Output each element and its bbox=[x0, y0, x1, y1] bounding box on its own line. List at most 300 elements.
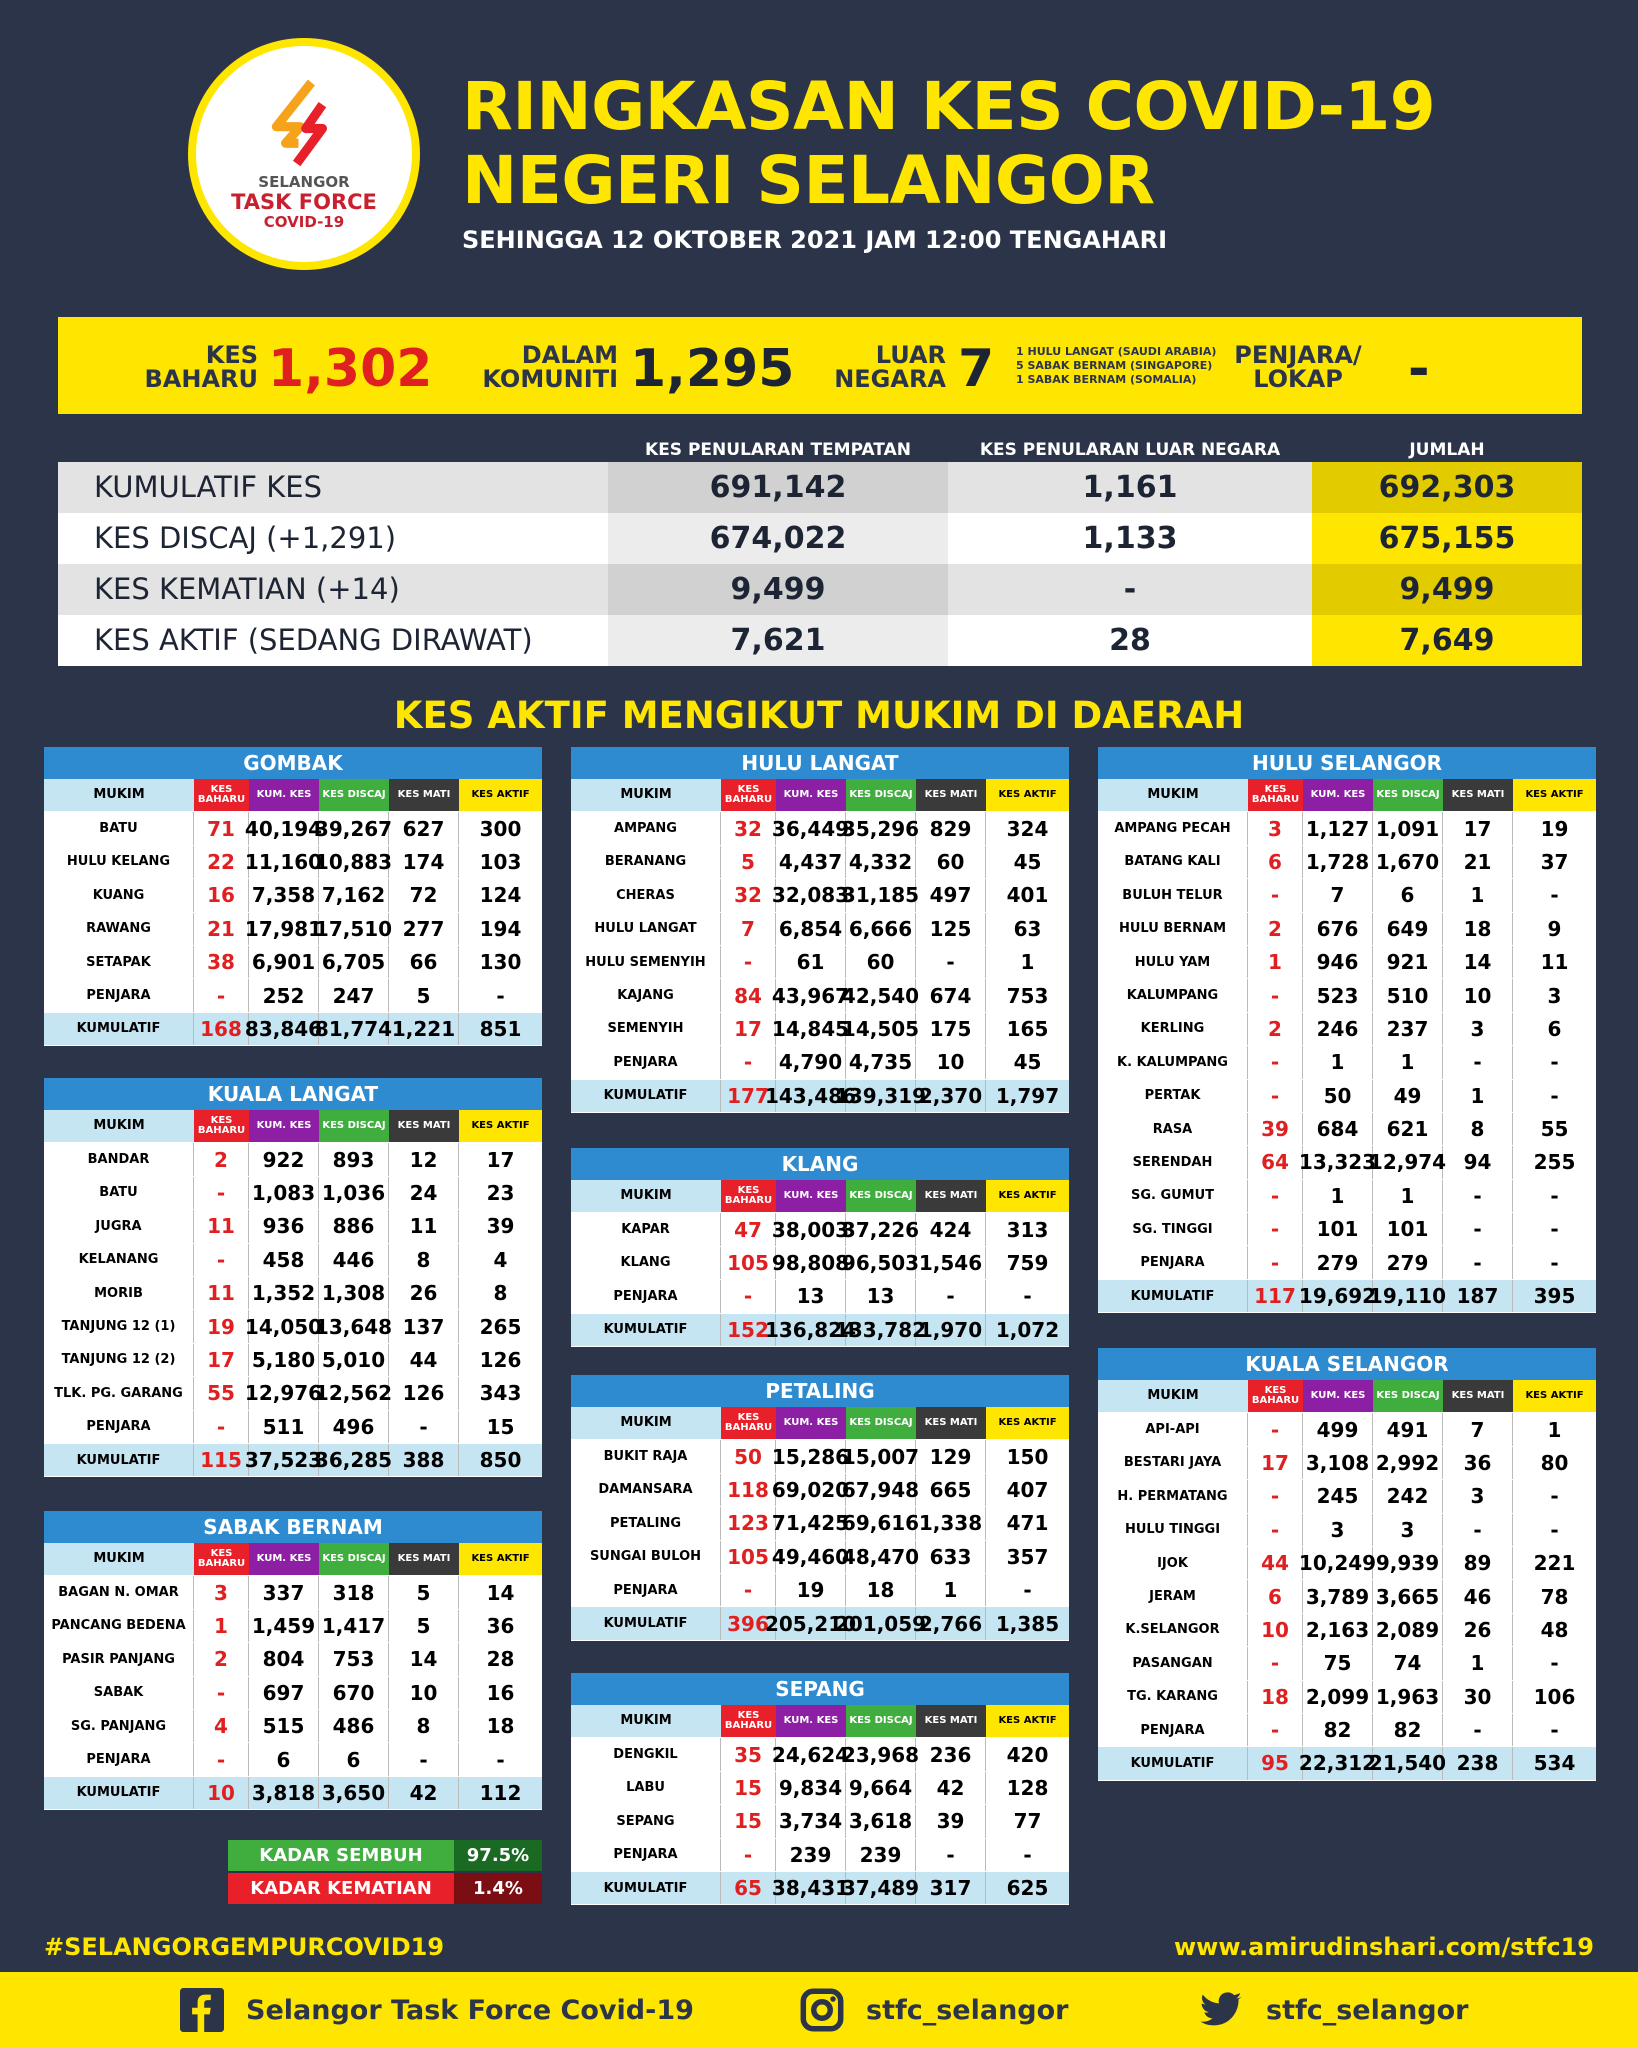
cell-kum: 1,728 bbox=[1303, 846, 1373, 878]
cell-kum: 7 bbox=[1303, 879, 1373, 911]
total-cell-aktif: 534 bbox=[1533, 1751, 1576, 1776]
cell-discaj: 496 bbox=[319, 1411, 389, 1443]
cell-discaj: 4,735 bbox=[846, 1046, 916, 1078]
cell-mukim: PENJARA bbox=[1098, 1246, 1248, 1278]
page-title bbox=[462, 70, 1435, 218]
cell-kum: 6,901 bbox=[249, 946, 319, 978]
cell-baharu: - bbox=[1248, 1647, 1303, 1679]
cell-discaj: 1,670 bbox=[1373, 846, 1443, 878]
col-tempatan-header: KES PENULARAN TEMPATAN bbox=[645, 440, 911, 460]
header-discaj: KES DISCAJ bbox=[319, 1110, 389, 1142]
table-row bbox=[1098, 1480, 1596, 1513]
district-table-hulu-selangor bbox=[1098, 747, 1596, 1313]
table-header bbox=[44, 1110, 542, 1143]
cell-baharu: 15 bbox=[721, 1805, 776, 1837]
header-aktif: KES AKTIF bbox=[986, 779, 1069, 811]
total-cell-kum: 83,846 bbox=[249, 1013, 319, 1045]
cell-aktif: 36 bbox=[486, 1613, 515, 1638]
cell-discaj: 6 bbox=[1373, 879, 1443, 911]
cell-mati: - bbox=[916, 946, 986, 978]
cell-aktif: 8 bbox=[493, 1281, 508, 1306]
table-total-row bbox=[44, 1013, 542, 1046]
table-row bbox=[1098, 1113, 1596, 1146]
cell-mati: 21 bbox=[1443, 846, 1513, 878]
cell-kum: 24,624 bbox=[776, 1738, 846, 1770]
cell-aktif: 128 bbox=[1006, 1775, 1049, 1800]
cell-aktif: 759 bbox=[1006, 1250, 1049, 1275]
table-row bbox=[44, 1177, 542, 1210]
cell-aktif: 48 bbox=[1540, 1617, 1569, 1642]
title-line-1: RINGKASAN KES COVID-19 bbox=[462, 68, 1436, 145]
cell-mukim: HULU BERNAM bbox=[1098, 913, 1248, 945]
table-row bbox=[1098, 946, 1596, 979]
cell-kum: 1,083 bbox=[249, 1177, 319, 1209]
cell-mati: 633 bbox=[916, 1541, 986, 1573]
cell-discaj: 18 bbox=[846, 1574, 916, 1606]
cell-aktif: 130 bbox=[479, 950, 522, 975]
cell-aktif: - bbox=[1550, 1718, 1559, 1743]
cell-mati: 10 bbox=[1443, 979, 1513, 1011]
table-row bbox=[571, 1474, 1069, 1507]
total-cell-baharu: 177 bbox=[721, 1080, 776, 1112]
section-title: KES AKTIF MENGIKUT MUKIM DI DAERAH bbox=[393, 694, 1245, 737]
cell-mati: 497 bbox=[916, 879, 986, 911]
cell-discaj: 239 bbox=[846, 1839, 916, 1871]
cell-aktif: 194 bbox=[479, 916, 522, 941]
cell-aktif: 16 bbox=[486, 1680, 515, 1705]
header-mati: KES MATI bbox=[916, 1705, 986, 1737]
cell-mukim: AMPANG bbox=[571, 812, 721, 844]
cell-kum: 1 bbox=[1303, 1046, 1373, 1078]
cell-mukim: HULU YAM bbox=[1098, 946, 1248, 978]
header-mukim: MUKIM bbox=[571, 1705, 721, 1737]
table-total-row bbox=[44, 1777, 542, 1810]
cell-discaj: 9,664 bbox=[846, 1772, 916, 1804]
header-aktif: KES AKTIF bbox=[986, 1407, 1069, 1439]
luar-negara-label bbox=[788, 343, 946, 391]
header-baharu: KES BAHARU bbox=[721, 1705, 776, 1737]
komuniti-label-2: KOMUNITI bbox=[482, 365, 618, 393]
summary-jumlah: 9,499 bbox=[1312, 564, 1582, 615]
cell-mati: 665 bbox=[916, 1474, 986, 1506]
cell-mati: - bbox=[1443, 1213, 1513, 1245]
cell-mati: - bbox=[389, 1411, 459, 1443]
summary-tempatan: 9,499 bbox=[608, 564, 948, 615]
rates-box bbox=[228, 1840, 542, 1906]
cell-baharu: 35 bbox=[721, 1738, 776, 1770]
cell-mukim: PASANGAN bbox=[1098, 1647, 1248, 1679]
cell-discaj: 23,968 bbox=[846, 1738, 916, 1770]
cell-mukim: SERENDAH bbox=[1098, 1146, 1248, 1178]
date-subtitle: SEHINGGA 12 OKTOBER 2021 JAM 12:00 TENGAHARI bbox=[462, 226, 1167, 254]
table-row bbox=[1098, 1714, 1596, 1747]
total-cell-baharu: 10 bbox=[194, 1777, 249, 1809]
table-total-row bbox=[1098, 1747, 1596, 1780]
total-cell-baharu: 65 bbox=[721, 1872, 776, 1904]
cell-mati: 26 bbox=[1443, 1614, 1513, 1646]
cell-baharu: - bbox=[1248, 1213, 1303, 1245]
total-cell-kum: 38,431 bbox=[776, 1872, 846, 1904]
cell-mati: 5 bbox=[389, 1576, 459, 1608]
cell-kum: 75 bbox=[1303, 1647, 1373, 1679]
table-row bbox=[571, 946, 1069, 979]
facebook-handle: Selangor Task Force Covid-19 bbox=[246, 1994, 694, 2026]
cell-baharu: 2 bbox=[1248, 913, 1303, 945]
cell-baharu: 44 bbox=[1248, 1547, 1303, 1579]
cell-aktif: 14 bbox=[486, 1580, 515, 1605]
table-row bbox=[571, 913, 1069, 946]
cell-aktif: 45 bbox=[1013, 849, 1042, 874]
table-row bbox=[1098, 1647, 1596, 1680]
district-title: HULU LANGAT bbox=[571, 747, 1069, 779]
cell-kum: 10,249 bbox=[1303, 1547, 1373, 1579]
cell-mukim: HULU SEMENYIH bbox=[571, 946, 721, 978]
total-cell-baharu: 115 bbox=[194, 1444, 249, 1476]
penjara-label bbox=[1198, 343, 1398, 391]
cell-aktif: 300 bbox=[479, 816, 522, 841]
cell-mati: 7 bbox=[1443, 1413, 1513, 1445]
cell-mukim: DENGKIL bbox=[571, 1738, 721, 1770]
cell-aktif: 6 bbox=[1547, 1016, 1562, 1041]
table-row bbox=[1098, 1447, 1596, 1480]
cell-discaj: 101 bbox=[1373, 1213, 1443, 1245]
cell-aktif: 471 bbox=[1006, 1511, 1049, 1536]
kes-baharu-label-2: BAHARU bbox=[144, 365, 258, 393]
cell-discaj: 486 bbox=[319, 1710, 389, 1742]
cell-mukim: PERTAK bbox=[1098, 1080, 1248, 1112]
cell-mati: 126 bbox=[389, 1377, 459, 1409]
cell-aktif: - bbox=[1550, 883, 1559, 908]
cell-aktif: - bbox=[1023, 1284, 1032, 1309]
luar-label-1: LUAR bbox=[875, 341, 946, 369]
cell-baharu: 50 bbox=[721, 1440, 776, 1472]
header-mati: KES MATI bbox=[1443, 779, 1513, 811]
cell-baharu: - bbox=[1248, 1180, 1303, 1212]
cell-mati: 174 bbox=[389, 846, 459, 878]
table-row bbox=[44, 1710, 542, 1743]
cell-kum: 14,845 bbox=[776, 1013, 846, 1045]
cell-discaj: 621 bbox=[1373, 1113, 1443, 1145]
luar-note-2: 5 SABAK BERNAM (SINGAPORE) bbox=[1016, 359, 1213, 372]
cell-discaj: 67,948 bbox=[846, 1474, 916, 1506]
summary-luar: - bbox=[948, 564, 1312, 615]
header-mati: KES MATI bbox=[389, 779, 459, 811]
table-row bbox=[44, 1344, 542, 1377]
cell-kum: 804 bbox=[249, 1643, 319, 1675]
cell-discaj: 48,470 bbox=[846, 1541, 916, 1573]
header-discaj: KES DISCAJ bbox=[846, 779, 916, 811]
penjara-label-1: PENJARA/ bbox=[1234, 341, 1362, 369]
total-cell-discaj: 37,489 bbox=[846, 1872, 916, 1904]
header-baharu: KES BAHARU bbox=[1248, 1380, 1303, 1412]
table-row bbox=[44, 1277, 542, 1310]
cell-kum: 19 bbox=[776, 1574, 846, 1606]
summary-row-label: KUMULATIF KES bbox=[58, 462, 608, 513]
cell-aktif: 1 bbox=[1020, 950, 1035, 975]
header-kum: KUM. KES bbox=[1303, 779, 1373, 811]
district-table-petaling bbox=[571, 1375, 1069, 1641]
total-cell-mukim: KUMULATIF bbox=[44, 1444, 194, 1476]
cell-baharu: 18 bbox=[1248, 1681, 1303, 1713]
cell-mati: - bbox=[389, 1743, 459, 1775]
penjara-value: - bbox=[1408, 339, 1430, 399]
cell-kum: 4,790 bbox=[776, 1046, 846, 1078]
cell-baharu: 3 bbox=[194, 1576, 249, 1608]
header-mukim: MUKIM bbox=[571, 1407, 721, 1439]
cell-kum: 14,050 bbox=[249, 1310, 319, 1342]
cell-baharu: 10 bbox=[1248, 1614, 1303, 1646]
total-cell-discaj: 81,774 bbox=[319, 1013, 389, 1045]
cell-kum: 40,194 bbox=[249, 812, 319, 844]
cell-baharu: 55 bbox=[194, 1377, 249, 1409]
header-aktif: KES AKTIF bbox=[986, 1705, 1069, 1737]
highlight-bar bbox=[58, 317, 1582, 414]
cell-kum: 946 bbox=[1303, 946, 1373, 978]
cell-mati: 12 bbox=[389, 1143, 459, 1175]
cell-mati: 18 bbox=[1443, 913, 1513, 945]
cell-mati: - bbox=[1443, 1714, 1513, 1746]
district-table-kuala-selangor bbox=[1098, 1348, 1596, 1781]
cell-mukim: BATU bbox=[44, 1177, 194, 1209]
header-baharu: KES BAHARU bbox=[721, 779, 776, 811]
cell-discaj: 1,091 bbox=[1373, 812, 1443, 844]
cell-discaj: 37,226 bbox=[846, 1213, 916, 1245]
cell-aktif: 407 bbox=[1006, 1477, 1049, 1502]
cell-kum: 50 bbox=[1303, 1080, 1373, 1112]
cell-mati: 3 bbox=[1443, 1480, 1513, 1512]
cell-baharu: 11 bbox=[194, 1210, 249, 1242]
cell-baharu: 38 bbox=[194, 946, 249, 978]
cell-kum: 43,967 bbox=[776, 979, 846, 1011]
kadar-kematian-value: 1.4% bbox=[454, 1873, 542, 1904]
table-row bbox=[571, 1507, 1069, 1540]
table-row bbox=[1098, 879, 1596, 912]
table-total-row bbox=[44, 1444, 542, 1477]
header-kum: KUM. KES bbox=[249, 1543, 319, 1575]
cell-kum: 49,460 bbox=[776, 1541, 846, 1573]
table-row bbox=[44, 1576, 542, 1609]
district-table-sabak-bernam bbox=[44, 1511, 542, 1810]
table-row bbox=[571, 1046, 1069, 1079]
total-cell-kum: 22,312 bbox=[1303, 1747, 1373, 1779]
col-jumlah-header: JUMLAH bbox=[1409, 440, 1485, 460]
table-header bbox=[571, 1705, 1069, 1738]
cell-mati: 8 bbox=[389, 1710, 459, 1742]
cell-baharu: - bbox=[194, 979, 249, 1011]
cell-mukim: BULUH TELUR bbox=[1098, 879, 1248, 911]
cell-mati: 8 bbox=[1443, 1113, 1513, 1145]
cell-mukim: PENJARA bbox=[44, 1743, 194, 1775]
facebook-link[interactable] bbox=[180, 1972, 694, 2048]
header-mukim: MUKIM bbox=[44, 1543, 194, 1575]
table-row bbox=[44, 812, 542, 845]
cell-aktif: 124 bbox=[479, 883, 522, 908]
cell-baharu: 16 bbox=[194, 879, 249, 911]
header-kum: KUM. KES bbox=[249, 1110, 319, 1142]
website-link[interactable]: www.amirudinshari.com/stfc19 bbox=[1174, 1933, 1594, 1961]
cell-kum: 1,459 bbox=[249, 1610, 319, 1642]
total-cell-mukim: KUMULATIF bbox=[44, 1013, 194, 1045]
cell-baharu: 6 bbox=[1248, 846, 1303, 878]
table-total-row bbox=[1098, 1280, 1596, 1313]
cell-discaj: 42,540 bbox=[846, 979, 916, 1011]
cell-discaj: 279 bbox=[1373, 1246, 1443, 1278]
cell-mati: 26 bbox=[389, 1277, 459, 1309]
cell-baharu: 2 bbox=[1248, 1013, 1303, 1045]
cell-baharu: 1 bbox=[1248, 946, 1303, 978]
cell-mati: 1 bbox=[916, 1574, 986, 1606]
cell-mati: - bbox=[1443, 1514, 1513, 1546]
cell-mukim: BAGAN N. OMAR bbox=[44, 1576, 194, 1608]
table-row bbox=[44, 1143, 542, 1176]
table-header bbox=[571, 1180, 1069, 1213]
cell-baharu: - bbox=[721, 1280, 776, 1312]
table-row bbox=[571, 1574, 1069, 1607]
total-cell-aktif: 1,072 bbox=[995, 1317, 1060, 1342]
cell-mukim: HULU TINGGI bbox=[1098, 1514, 1248, 1546]
cell-baharu: 5 bbox=[721, 846, 776, 878]
total-cell-baharu: 117 bbox=[1248, 1280, 1303, 1312]
luar-negara-value: 7 bbox=[958, 339, 995, 399]
cell-baharu: 6 bbox=[1248, 1580, 1303, 1612]
cell-baharu: 2 bbox=[194, 1143, 249, 1175]
cell-baharu: 1 bbox=[194, 1610, 249, 1642]
header-mukim: MUKIM bbox=[44, 779, 194, 811]
cell-baharu: 47 bbox=[721, 1213, 776, 1245]
cell-kum: 245 bbox=[1303, 1480, 1373, 1512]
cell-baharu: - bbox=[1248, 1246, 1303, 1278]
cell-aktif: - bbox=[1023, 1578, 1032, 1603]
total-cell-mati: 388 bbox=[389, 1444, 459, 1476]
cell-aktif: 78 bbox=[1540, 1584, 1569, 1609]
header-kum: KUM. KES bbox=[776, 1705, 846, 1737]
total-cell-kum: 19,692 bbox=[1303, 1280, 1373, 1312]
header-discaj: KES DISCAJ bbox=[846, 1407, 916, 1439]
cell-aktif: 324 bbox=[1006, 816, 1049, 841]
district-title: KUALA LANGAT bbox=[44, 1078, 542, 1110]
cell-mati: 72 bbox=[389, 879, 459, 911]
cell-discaj: 82 bbox=[1373, 1714, 1443, 1746]
cell-discaj: 1,963 bbox=[1373, 1681, 1443, 1713]
table-row bbox=[1098, 846, 1596, 879]
cell-discaj: 1 bbox=[1373, 1046, 1443, 1078]
total-cell-mati: 42 bbox=[389, 1777, 459, 1809]
cell-aktif: 55 bbox=[1540, 1117, 1569, 1142]
header-aktif: KES AKTIF bbox=[1513, 779, 1596, 811]
cell-baharu: 22 bbox=[194, 846, 249, 878]
district-table-hulu-langat bbox=[571, 747, 1069, 1113]
table-row bbox=[1098, 1614, 1596, 1647]
cell-aktif: 126 bbox=[479, 1347, 522, 1372]
summary-row bbox=[58, 513, 1582, 564]
cell-discaj: 649 bbox=[1373, 913, 1443, 945]
cell-baharu: 3 bbox=[1248, 812, 1303, 844]
total-cell-baharu: 168 bbox=[194, 1013, 249, 1045]
header-mukim: MUKIM bbox=[571, 779, 721, 811]
total-cell-aktif: 625 bbox=[1006, 1876, 1049, 1901]
cell-aktif: 37 bbox=[1540, 849, 1569, 874]
cell-mati: 175 bbox=[916, 1013, 986, 1045]
table-row bbox=[44, 913, 542, 946]
instagram-link[interactable] bbox=[800, 1972, 1069, 2048]
table-row bbox=[571, 1213, 1069, 1246]
cell-discaj: 1 bbox=[1373, 1180, 1443, 1212]
cell-kum: 239 bbox=[776, 1839, 846, 1871]
facebook-icon bbox=[180, 1988, 224, 2032]
district-title: HULU SELANGOR bbox=[1098, 747, 1596, 779]
cell-mati: 674 bbox=[916, 979, 986, 1011]
cell-kum: 6 bbox=[249, 1743, 319, 1775]
cell-mukim: KLANG bbox=[571, 1247, 721, 1279]
cell-kum: 12,976 bbox=[249, 1377, 319, 1409]
header-mukim: MUKIM bbox=[571, 1180, 721, 1212]
luar-note-3: 1 SABAK BERNAM (SOMALIA) bbox=[1016, 373, 1197, 386]
table-row bbox=[44, 1677, 542, 1710]
cell-kum: 5,180 bbox=[249, 1344, 319, 1376]
cell-aktif: 18 bbox=[486, 1714, 515, 1739]
cell-discaj: 49 bbox=[1373, 1080, 1443, 1112]
table-row bbox=[1098, 1580, 1596, 1613]
cell-mati: 89 bbox=[1443, 1547, 1513, 1579]
table-row bbox=[1098, 1681, 1596, 1714]
cell-discaj: 15,007 bbox=[846, 1440, 916, 1472]
cell-mati: - bbox=[1443, 1246, 1513, 1278]
logo-text-task-force: TASK FORCE bbox=[231, 189, 377, 214]
cell-aktif: - bbox=[496, 983, 505, 1008]
cell-mati: 60 bbox=[916, 846, 986, 878]
cell-mukim: K. KALUMPANG bbox=[1098, 1046, 1248, 1078]
kadar-kematian-label: KADAR KEMATIAN bbox=[228, 1873, 454, 1904]
summary-row bbox=[58, 462, 1582, 513]
luar-note-1: 1 HULU LANGAT (SAUDI ARABIA) bbox=[1016, 345, 1217, 358]
cell-baharu: - bbox=[194, 1743, 249, 1775]
cell-kum: 36,449 bbox=[776, 812, 846, 844]
total-cell-mati: 238 bbox=[1443, 1747, 1513, 1779]
cell-mukim: SETAPAK bbox=[44, 946, 194, 978]
cell-kum: 2,099 bbox=[1303, 1681, 1373, 1713]
table-total-row bbox=[571, 1314, 1069, 1347]
col-luar-header: KES PENULARAN LUAR NEGARA bbox=[979, 440, 1281, 460]
cell-kum: 2,163 bbox=[1303, 1614, 1373, 1646]
table-row bbox=[44, 1743, 542, 1776]
cell-kum: 32,083 bbox=[776, 879, 846, 911]
header-discaj: KES DISCAJ bbox=[1373, 779, 1443, 811]
total-cell-mati: 2,766 bbox=[916, 1607, 986, 1639]
cell-mukim: TANJUNG 12 (2) bbox=[44, 1344, 194, 1376]
kes-baharu-label bbox=[88, 343, 258, 391]
twitter-link[interactable] bbox=[1200, 1972, 1469, 2048]
table-row bbox=[1098, 1514, 1596, 1547]
district-table-sepang bbox=[571, 1673, 1069, 1905]
table-row bbox=[1098, 1246, 1596, 1279]
cell-aktif: 753 bbox=[1006, 983, 1049, 1008]
table-row bbox=[1098, 1413, 1596, 1446]
cell-baharu: - bbox=[1248, 1514, 1303, 1546]
total-cell-baharu: 95 bbox=[1248, 1747, 1303, 1779]
cell-kum: 11,160 bbox=[249, 846, 319, 878]
cell-kum: 15,286 bbox=[776, 1440, 846, 1472]
total-cell-mukim: KUMULATIF bbox=[44, 1777, 194, 1809]
cell-mukim: KELANANG bbox=[44, 1244, 194, 1276]
district-table-kuala-langat bbox=[44, 1078, 542, 1477]
cell-aktif: - bbox=[1550, 1651, 1559, 1676]
cell-discaj: 6,705 bbox=[319, 946, 389, 978]
table-header bbox=[1098, 1380, 1596, 1413]
cell-kum: 279 bbox=[1303, 1246, 1373, 1278]
table-row bbox=[571, 979, 1069, 1012]
logo-text-selangor: SELANGOR bbox=[258, 172, 350, 191]
cell-baharu: - bbox=[1248, 1714, 1303, 1746]
